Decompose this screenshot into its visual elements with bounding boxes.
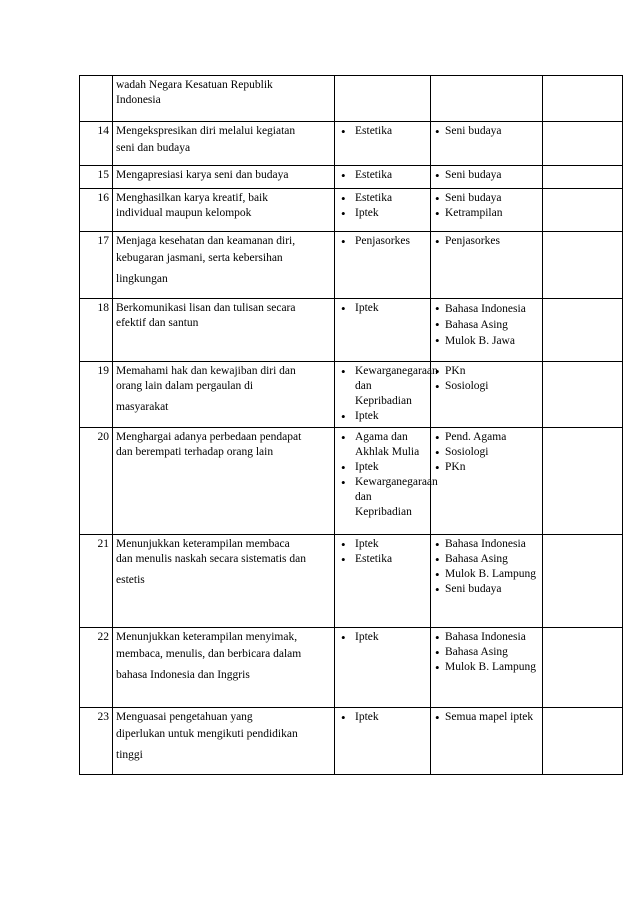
subject-cell [431, 232, 543, 299]
value-cell [335, 708, 431, 775]
subject-cell [431, 535, 543, 628]
value-item: • Iptek [338, 206, 427, 221]
subject-cell [431, 362, 543, 428]
value-cell [335, 166, 431, 189]
subject-item: • Bahasa Asing [434, 317, 539, 333]
value-cell [335, 535, 431, 628]
subject-item: • Seni budaya [434, 191, 539, 206]
subject-item: • Bahasa Indonesia [434, 537, 539, 552]
empty-cell [543, 166, 623, 189]
competency-description: Menjaga kesehatan dan keamanan diri, kebugaran jasmani, serta kebersihan lingkungan [113, 232, 335, 299]
competency-description: Menunjukkan keterampilan membaca dan menulis naskah secara sistematis dan estetis [113, 535, 335, 628]
subject-item: • Bahasa Indonesia [434, 301, 539, 317]
subject-item: • Bahasa Indonesia [434, 630, 539, 645]
value-item: • Iptek [338, 409, 427, 424]
competency-description: Menghargai adanya perbedaan pendapat dan berempati terhadap orang lain [113, 428, 335, 535]
subject-item: • Sosiologi [434, 379, 539, 394]
row-number: 23 [80, 708, 113, 775]
subject-item: • Ketrampilan [434, 206, 539, 221]
empty-cell [543, 232, 623, 299]
table-row [80, 299, 623, 362]
empty-cell [543, 708, 623, 775]
competency-description: Menghasilkan karya kreatif, baik individual maupun kelompok [113, 189, 335, 232]
value-item: • Estetika [338, 124, 427, 139]
subject-item: • Seni budaya [434, 582, 539, 597]
row-number: 21 [80, 535, 113, 628]
value-cell [335, 428, 438, 535]
subject-cell [431, 122, 543, 166]
value-item: • Iptek [338, 630, 427, 645]
row-number: 19 [80, 362, 113, 428]
value-item: • Iptek [338, 301, 427, 316]
value-item: • Kewarganegaraan dan Kepribadian [338, 364, 427, 409]
subject-item: • Seni budaya [434, 168, 539, 183]
value-cell [335, 76, 431, 122]
value-item: • Estetika [338, 168, 427, 183]
table-row [80, 428, 623, 535]
value-item: • Iptek [338, 710, 427, 725]
subject-item: • Penjasorkes [434, 234, 539, 249]
table-row [80, 189, 623, 232]
row-number: 16 [80, 189, 113, 232]
subject-item: • PKn [434, 460, 539, 475]
empty-cell [543, 428, 623, 535]
competency-description: Menguasai pengetahuan yang diperlukan untuk mengikuti pendidikan tinggi [113, 708, 335, 775]
empty-cell [543, 299, 623, 362]
subject-cell [431, 299, 543, 362]
competency-description: Mengekspresikan diri melalui kegiatan seni dan budaya [113, 122, 335, 166]
value-item: • Estetika [338, 552, 427, 567]
competency-table [79, 75, 623, 775]
competency-description: wadah Negara Kesatuan Republik Indonesia [113, 76, 335, 122]
subject-cell [431, 189, 543, 232]
subject-item: • Bahasa Asing [434, 552, 539, 567]
row-number: 18 [80, 299, 113, 362]
table-row [80, 232, 623, 299]
subject-cell [431, 628, 543, 708]
value-cell [335, 232, 431, 299]
value-cell [335, 362, 438, 428]
value-item: • Kewarganegaraan dan Kepribadian [338, 475, 427, 520]
empty-cell [543, 189, 623, 232]
subject-item: • Sosiologi [434, 445, 539, 460]
subject-item: • Pend. Agama [434, 430, 539, 445]
value-item: • Iptek [338, 537, 427, 552]
subject-cell [431, 166, 543, 189]
row-number: 14 [80, 122, 113, 166]
subject-item: • Semua mapel iptek [434, 710, 539, 725]
competency-description: Menunjukkan keterampilan menyimak, membaca, menulis, dan berbicara dalam bahasa Indonesia dan Inggris [113, 628, 335, 708]
table-row [80, 708, 623, 775]
value-cell [335, 299, 431, 362]
empty-cell [543, 535, 623, 628]
empty-cell [543, 628, 623, 708]
subject-cell [431, 76, 543, 122]
value-item: • Agama dan Akhlak Mulia [338, 430, 427, 460]
value-cell [335, 122, 431, 166]
row-number [80, 76, 113, 122]
subject-cell [431, 708, 543, 775]
subject-item: • Seni budaya [434, 124, 539, 139]
value-item: • Iptek [338, 460, 427, 475]
row-number: 17 [80, 232, 113, 299]
table-row [80, 628, 623, 708]
table-row [80, 122, 623, 166]
row-number: 15 [80, 166, 113, 189]
subject-item: • Mulok B. Lampung [434, 567, 539, 582]
competency-description: Memahami hak dan kewajiban diri dan orang lain dalam pergaulan di masyarakat [113, 362, 335, 428]
table-row [80, 535, 623, 628]
value-item: • Penjasorkes [338, 234, 427, 249]
table-row [80, 362, 623, 428]
table-row [80, 76, 623, 122]
empty-cell [543, 76, 623, 122]
subject-item: • Bahasa Asing [434, 645, 539, 660]
row-number: 20 [80, 428, 113, 535]
subject-item: • PKn [434, 364, 539, 379]
value-cell [335, 189, 431, 232]
subject-item: • Mulok B. Lampung [434, 660, 539, 675]
row-number: 22 [80, 628, 113, 708]
value-cell [335, 628, 431, 708]
competency-description: Mengapresiasi karya seni dan budaya [113, 166, 335, 189]
value-item: • Estetika [338, 191, 427, 206]
competency-description: Berkomunikasi lisan dan tulisan secara efektif dan santun [113, 299, 335, 362]
subject-item: • Mulok B. Jawa [434, 333, 539, 349]
empty-cell [543, 122, 623, 166]
empty-cell [543, 362, 623, 428]
subject-cell [431, 428, 543, 535]
table-row [80, 166, 623, 189]
